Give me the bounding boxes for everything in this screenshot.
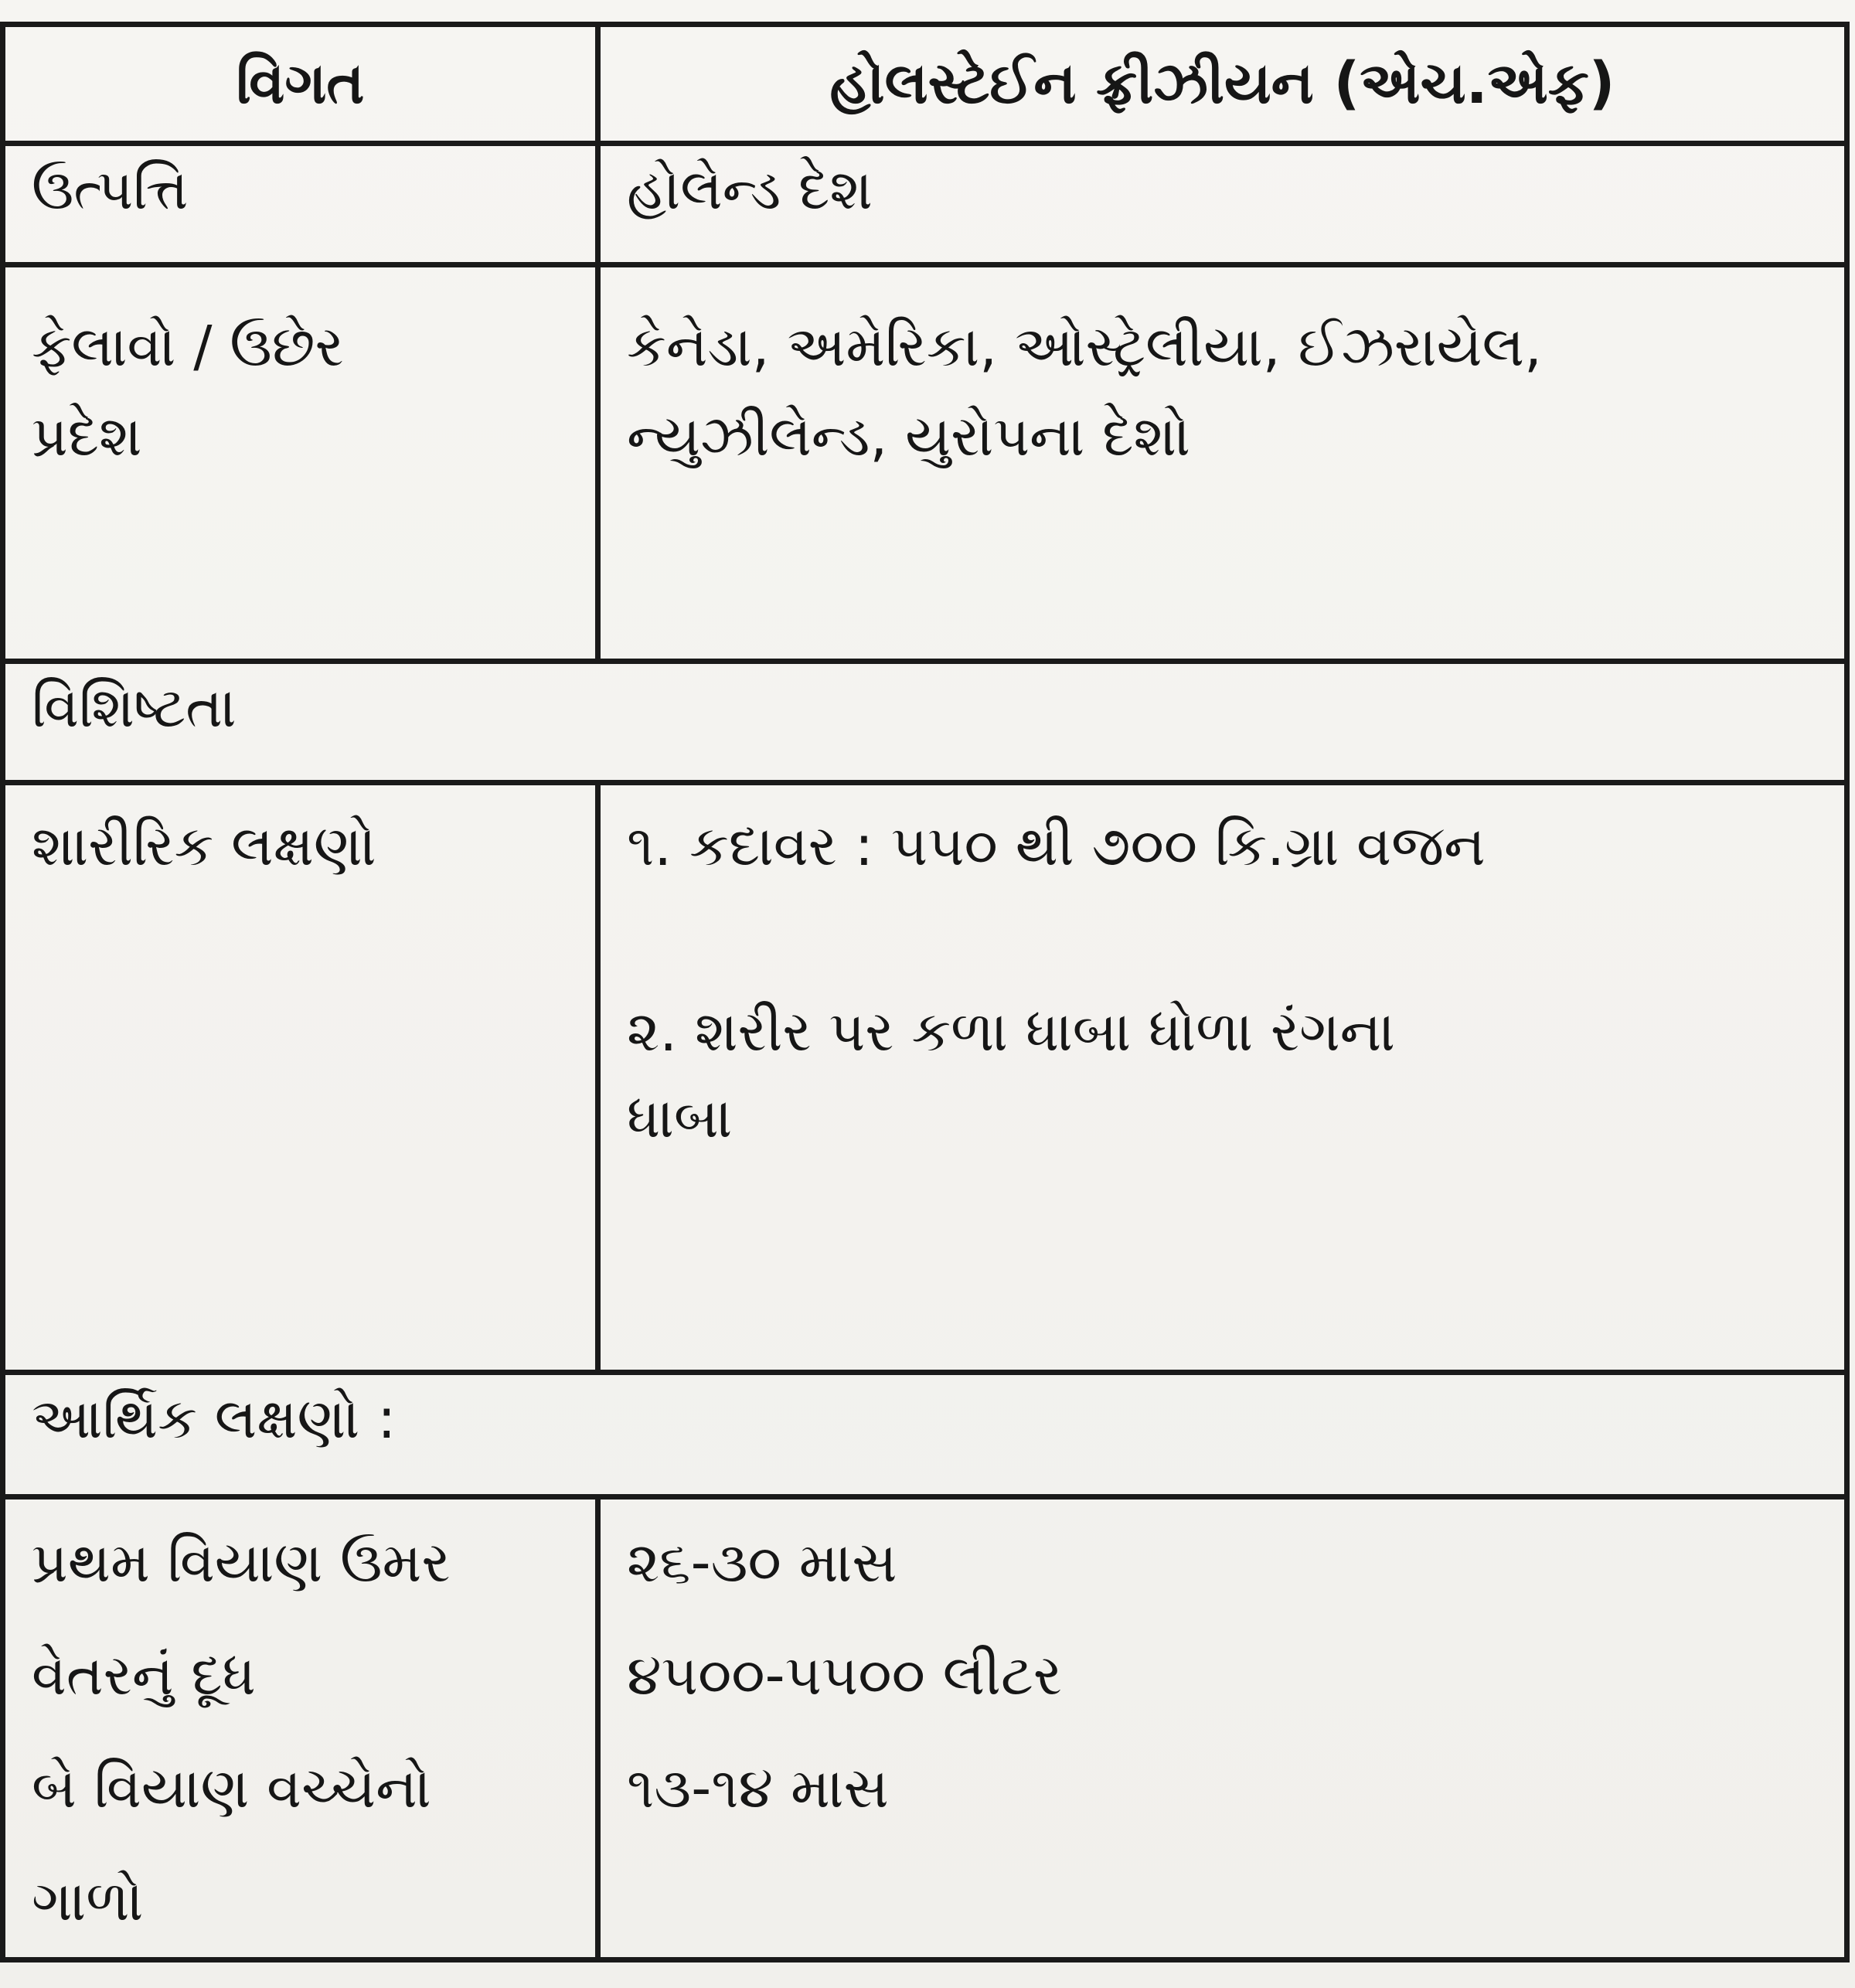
breed-info-table	[0, 22, 1850, 1962]
table-header-row	[3, 25, 1847, 144]
table-row-origin	[3, 144, 1847, 265]
calving-interval-value: ૧૩-૧૪ માસ	[627, 1755, 889, 1820]
origin-label: ઉત્પત્તિ	[3, 144, 598, 265]
table-row-physical	[3, 783, 1847, 1373]
section-special-heading: વિશિષ્ટતા	[3, 662, 1847, 783]
physical-item2-line1: ૨. શરીર પર કળા ધાબા ધોળા રંગના	[627, 999, 1395, 1064]
spread-value	[598, 265, 1847, 662]
header-breed-name: હોલસ્ટેઈન ફ્રીઝીયન (એચ.એફ)	[598, 25, 1847, 144]
section-economic-heading: આર્થિક લક્ષણો :	[3, 1373, 1847, 1497]
stats-values	[598, 1497, 1847, 1960]
spacer	[627, 889, 1829, 988]
spread-value-line2: ન્યુઝીલેન્ડ, યુરોપના દેશો	[627, 403, 1190, 468]
stats-labels	[3, 1497, 598, 1960]
table-row-spread	[3, 265, 1847, 662]
spread-label-line2: પ્રદેશ	[32, 403, 142, 468]
calving-interval-label-line1: બે વિયાણ વચ્ચેનો	[32, 1755, 431, 1820]
header-detail: વિગત	[3, 25, 598, 144]
physical-value	[598, 783, 1847, 1373]
table-row-section-economic	[3, 1373, 1847, 1497]
calving-interval-label-line2: ગાળો	[32, 1868, 144, 1933]
physical-label: શારીરિક લક્ષણો	[3, 783, 598, 1373]
spread-value-line1: કેનેડા, અમેરિકા, ઓસ્ટ્રેલીયા, ઈઝરાયેલ,	[627, 314, 1542, 379]
physical-item2-line2: ધાબા	[627, 1085, 733, 1150]
lactation-milk-label: વેતરનું દૂધ	[32, 1642, 256, 1707]
spread-label-line1: ફેલાવો / ઉછેર	[32, 314, 344, 379]
first-calving-age-label: પ્રથમ વિયાણ ઉમર	[32, 1530, 451, 1595]
table-row-section-special	[3, 662, 1847, 783]
physical-item1: ૧. કદાવર : ૫૫૦ થી ૭૦૦ કિ.ગ્રા વજન	[627, 813, 1486, 878]
table-row-economic-stats	[3, 1497, 1847, 1960]
lactation-milk-value: ૪૫૦૦-૫૫૦૦ લીટર	[627, 1642, 1062, 1707]
origin-value: હોલેન્ડ દેશ	[598, 144, 1847, 265]
first-calving-age-value: ૨૬-૩૦ માસ	[627, 1530, 897, 1595]
spread-label	[3, 265, 598, 662]
